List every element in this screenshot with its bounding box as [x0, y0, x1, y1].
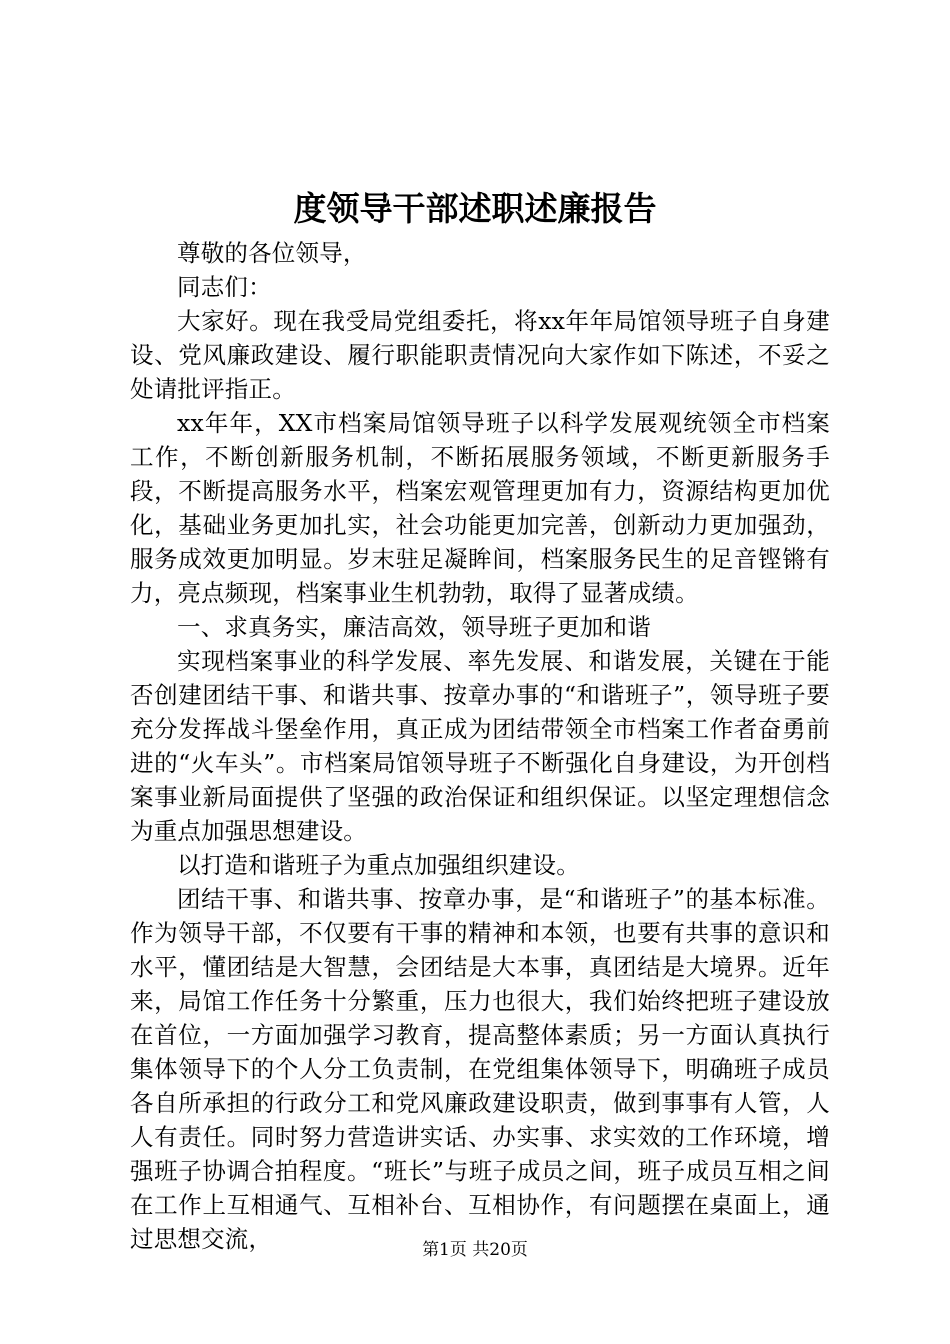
paragraph-summary: xx年年，XX市档案局馆领导班子以科学发展观统领全市档案工作，不断创新服务机制，不断拓展服务领域，不断更新服务手段，不断提高服务水平，档案宏观管理更加有力，资源结构更加优化，基础业务更加扎实，社会功能更加完善，创新动力更加强劲，服务成效更加明显。岁末驻足凝眸间，档案服务民生的足音铿锵有力，亮点频现，档案事业生机勃勃，取得了显著成绩。: [130, 409, 830, 607]
paragraph-harmony: 团结干事、和谐共事、按章办事，是“和谐班子”的基本标准。作为领导干部，不仅要有干事的精神和本领，也要有共事的意识和水平，懂团结是大智慧，会团结是大本事，真团结是大境界。近年来，局馆工作任务十分繁重，压力也很大，我们始终把班子建设放在首位，一方面加强学习教育，提高整体素质；另一方面认真执行集体领导下的个人分工负责制，在党组集体领导下，明确班子成员各自所承担的行政分工和党风廉政建设职责，做到事事有人管，人人有责任。同时努力营造讲实话、办实事、求实效的工作环境，增强班子协调合拍程度。“班长”与班子成员之间，班子成员互相之间在工作上互相通气、互相补台、互相协作，有问题摆在桌面上，通过思想交流，: [130, 885, 830, 1253]
document-body: [130, 236, 830, 1256]
paragraph-intro: 大家好。现在我受局党组委托，将xx年年局馆领导班子自身建设、党风廉政建设、履行职能职责情况向大家作如下陈述，不妥之处请批评指正。: [130, 307, 830, 403]
page-footer: 第1页 共20页: [422, 1240, 528, 1260]
salutation-comrades: 同志们：: [177, 273, 272, 301]
section-heading-1: 一、求真务实，廉洁高效，领导班子更加和谐: [177, 613, 651, 641]
paragraph-organization: 以打造和谐班子为重点加强组织建设。: [177, 851, 580, 879]
paragraph-section-1: 实现档案事业的科学发展、率先发展、和谐发展，关键在于能否创建团结干事、和谐共事、按章办事的“和谐班子”，领导班子要充分发挥战斗堡垒作用，真正成为团结带领全市档案工作者奋勇前进的“火车头”。市档案局馆领导班子不断强化自身建设，为开创档案事业新局面提供了坚强的政治保证和组织保证。以坚定理想信念为重点加强思想建设。: [130, 647, 830, 845]
document-title: 度领导干部述职述廉报告: [293, 189, 657, 228]
salutation-leaders: 尊敬的各位领导，: [177, 239, 367, 267]
